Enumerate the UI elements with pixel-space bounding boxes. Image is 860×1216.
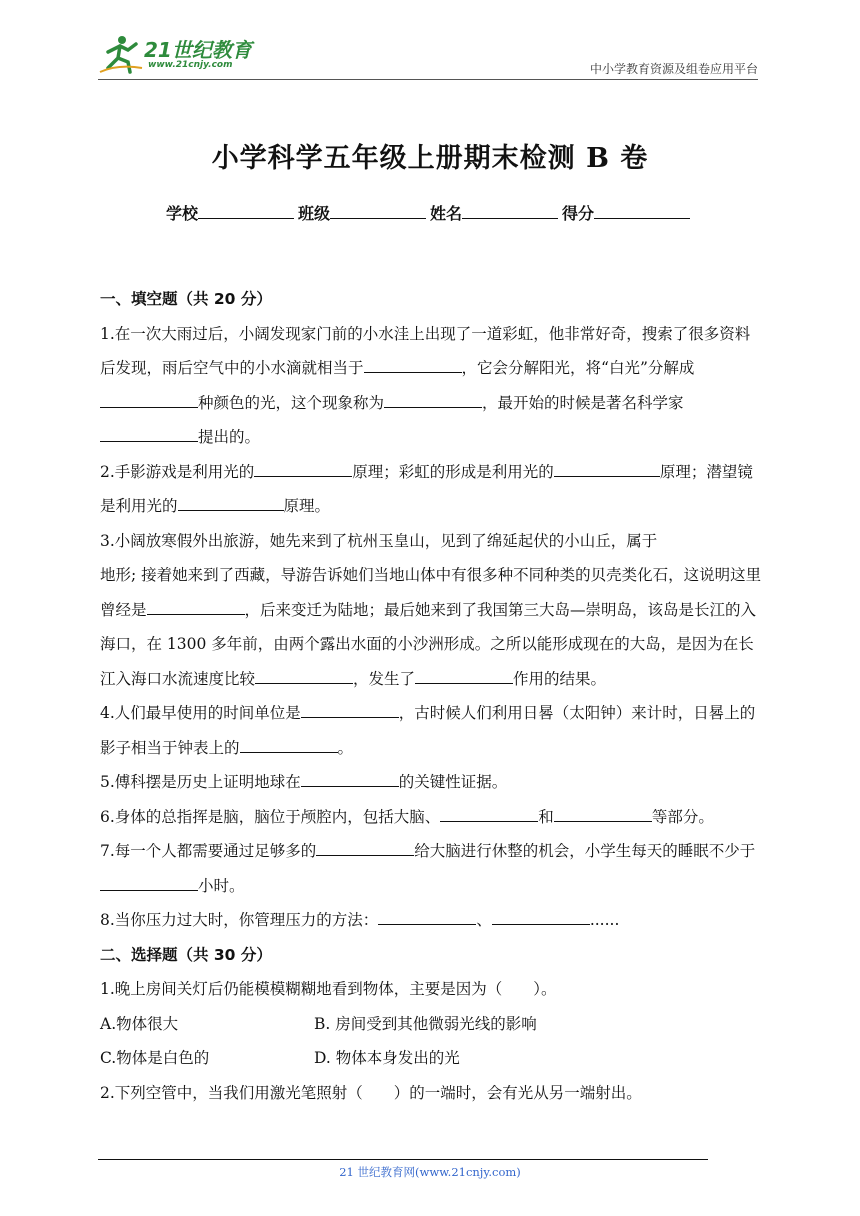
answer-blank[interactable] [147,598,245,615]
answer-blank[interactable] [554,805,652,822]
platform-name: 中小学教育资源及组卷应用平台 [589,62,758,76]
score-blank[interactable] [594,204,690,219]
choice-question-2: 2.下列空管中，当我们用激光笔照射（ ）的一端时，会有光从另一端射出。 [100,1083,642,1102]
logo-text: 21世纪教育 [144,38,252,62]
fill-question-6: 6.身体的总指挥是脑，脑位于颅腔内，包括大脑、 和 等部分。 [100,800,765,835]
answer-blank[interactable] [254,460,352,477]
answer-blank[interactable] [415,667,513,684]
page-title: 小学科学五年级上册期末检测 B 卷 [211,143,649,174]
option-d[interactable]: D. 物体本身发出的光 [314,1049,460,1067]
answer-blank[interactable] [100,874,198,891]
choice-options-row-2 [100,1041,765,1076]
answer-blank[interactable] [384,391,482,408]
footer-divider [98,1159,708,1160]
school-blank[interactable] [198,204,294,219]
choice-question-1: 1.晚上房间关灯后仍能模模糊糊地看到物体，主要是因为（ ）。 [100,980,557,998]
footer-text: 21 世纪教育网(www.21cnjy.com) [339,1165,521,1179]
answer-blank[interactable] [100,391,198,408]
fill-question-8: 8.当你压力过大时，你管理压力的方法： 、 ...... [100,903,765,938]
answer-blank[interactable] [301,701,399,718]
exam-body [100,282,765,1110]
choice-options-row-1 [100,1007,765,1042]
logo-url: www.21cnjy.com [148,60,233,70]
student-info-row [0,201,860,224]
answer-blank[interactable] [255,667,353,684]
answer-blank[interactable] [492,908,590,925]
answer-blank[interactable] [378,908,476,925]
answer-blank[interactable] [554,460,660,477]
school-label: 学校 [165,204,198,223]
section-heading-choice: 二、选择题（共 30 分） [100,945,272,964]
name-label: 姓名 [430,204,463,223]
runner-logo-icon [98,34,144,74]
class-blank[interactable] [330,204,426,219]
class-label: 班级 [297,204,330,223]
fill-question-5: 5.傅科摆是历史上证明地球在 的关键性证据。 [100,765,765,800]
score-label: 得分 [562,204,595,223]
answer-blank[interactable] [364,356,462,373]
fill-question-7: 7.每一个人都需要通过足够多的 给大脑进行休整的机会，小学生每天的睡眠不少于小时。 [100,834,765,903]
page-header [98,30,758,82]
fill-question-1: 1.在一次大雨过后，小阔发现家门前的小水洼上出现了一道彩虹，他非常好奇，搜索了很多资料后发现，雨后空气中的小水滴就相当于 ，它会分解阳光，将“白光”分解成种颜色的光，这个现象称为 ，最开始的时候是著名科学家提出的。 [100,324,751,446]
option-a[interactable]: A.物体很大 [100,1014,179,1033]
answer-blank[interactable] [316,839,414,856]
option-c[interactable]: C.物体是白色的 [100,1049,210,1067]
section-heading-fill: 一、填空题（共 20 分） [100,290,272,308]
site-logo [98,30,268,76]
answer-blank[interactable] [301,770,399,787]
fill-question-3: 3.小阔放寒假外出旅游，她先来到了杭州玉皇山，见到了绵延起伏的小山丘，属于 地形; 接着她来到了西藏，导游告诉她们当地山体中有很多种不同种类的贝壳类化石，这说明这里曾经是 ，后来变迁为陆地；最后她来到了我国第三大岛—崇明岛，该岛是长江的入海口，在 1300 多年前，由两个露出水面的小沙洲形成。之所以能形成现在的大岛，是因为在长江入海口水流速度比较 ，发生了 作用的结果。 [100,531,762,688]
fill-question-4: 4.人们最早使用的时间单位是 ，古时候人们利用日晷（太阳钟）来计时，日晷上的影子相当于钟表上的 。 [100,696,765,765]
answer-blank[interactable] [178,494,284,511]
answer-blank[interactable] [100,425,198,442]
answer-blank[interactable] [440,805,538,822]
answer-blank[interactable] [240,736,338,753]
header-divider [98,79,758,80]
name-blank[interactable] [462,204,558,219]
fill-question-2: 2.手影游戏是利用光的 原理；彩虹的形成是利用光的 原理；潜望镜是利用光的 原理。 [100,455,765,524]
option-b[interactable]: B. 房间受到其他微弱光线的影响 [314,1014,537,1033]
